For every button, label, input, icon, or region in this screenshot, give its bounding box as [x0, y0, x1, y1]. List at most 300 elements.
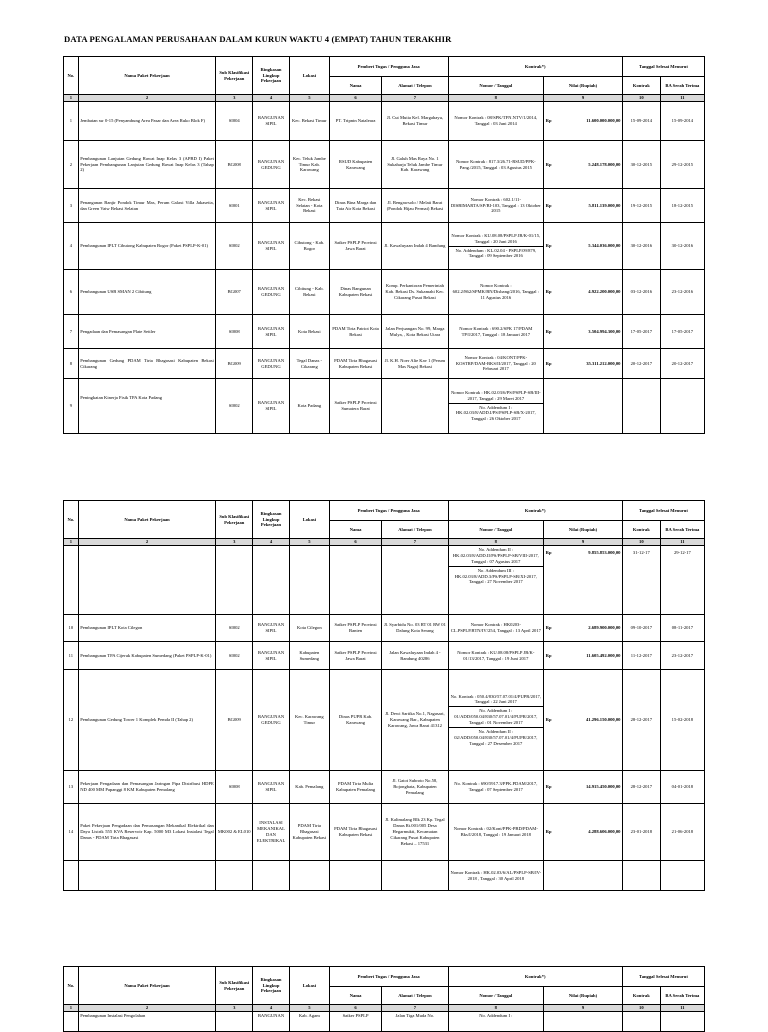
col-nama-paket: Nama Paket Pekerjaan	[78, 501, 216, 539]
col-alamat: Alamat / Telepon	[382, 77, 448, 95]
col-tanggal-selesai: Tanggal Selesai Menurut	[622, 501, 704, 521]
row-nomor-addendum: No. Addendum II : HK.02.03/8/ADD.II/PS/PSPLP-SB/VIII-2017, Tanggal : 07 Agustus 2017	[452, 547, 539, 564]
col-number: 5	[289, 1005, 329, 1012]
col-number: 9	[544, 95, 623, 102]
row-nomor: Nomor Kontrak : KU.08.08/PSPLP JB/K-01/13/2017, Tanggal : 19 Juni 2017	[448, 642, 544, 670]
row-lokasi: Kota Bekasi	[289, 315, 329, 349]
row-tgl-ba: 18-12-2015	[660, 189, 704, 223]
row-sub: SI004	[216, 102, 253, 141]
row-rp: Rp	[544, 771, 557, 804]
row-alamat: Jl. Bengawsolo / Melati Barat (Pondok Hijau Permai) Bekasi	[382, 189, 448, 223]
row-nama-paket: Pembangunan IPLT Cibutong Kabupaten Bogor (Paket PSPLP-K-01)	[78, 223, 216, 270]
table-row	[64, 546, 705, 615]
row-no: 3	[64, 189, 79, 223]
row-tgl-kontrak: 03-12-2016	[622, 270, 660, 315]
row-tgl-kontrak: 11-12-2017	[622, 642, 660, 670]
row-alamat: Jalan Perjuangan No. 99, Marga Mulya, , Kota Bekasi Utara	[382, 315, 448, 349]
col-no: No.	[64, 967, 79, 1005]
row-rp: Rp	[544, 189, 557, 223]
row-ringkasan: BANGUNAN	[253, 1012, 290, 1032]
row-tgl-ba	[660, 861, 704, 891]
row-lokasi: Kota Padang	[289, 379, 329, 434]
row-nomor-kontrak: Nomor Kontrak : KU.08.08/PSPLP JB/K-01/15, Tanggal : 20 Juni 2016	[451, 232, 541, 244]
row-nama-paket: Pembangunan USB SMAN 2 Cibitung	[78, 270, 216, 315]
row-rp: Rp	[544, 141, 557, 189]
row-tgl-ba: 30-12-2016	[660, 223, 704, 270]
row-alamat: Komp. Perkantoran Pemerintah Kab. Bekasi Ds. Sukamahi Kec. Cikarang Pusat Bekasi	[382, 270, 448, 315]
row-nomor	[448, 670, 544, 771]
col-number: 5	[289, 539, 329, 546]
row-nilai: 5.248.178.000,00	[556, 141, 622, 189]
row-pemberi: PT. Tripntn Nataleara	[329, 102, 382, 141]
row-nilai: 4.922.200.000,00	[556, 270, 622, 315]
row-pemberi: Satker PSPLP Provinsi Jawa Barat	[329, 223, 382, 270]
row-nama-paket: Pembangunan TPA Cijeruk Kabupaten Sumedang (Paket PSPLP-K-01)	[78, 642, 216, 670]
col-sub-klasifikasi: Sub Klasifikasi Pekerjaan	[216, 501, 253, 539]
col-number: 2	[78, 95, 216, 102]
row-sub: BG009	[216, 349, 253, 379]
col-nilai: Nilai (Rupiah)	[544, 987, 623, 1005]
row-nama-paket: Pembangunan Gedung PDAM Tirta Bhagasasi Kabupaten Bekasi Cikarang	[78, 349, 216, 379]
row-nomor: Nomor Kontrak : HK.02.03/6/AL/PSPLP-SB/IV-2018 , Tanggal : 30 April 2018	[448, 861, 544, 891]
row-tgl-kontrak: 15-09-2014	[622, 102, 660, 141]
row-nomor-addendum: No. Addendum II : 02/ADD/050.04/830/57.07.01/4/PUPR/2017, Tanggal : 27 Desember 2017	[449, 727, 544, 747]
row-lokasi: Kab. Agam	[289, 1012, 329, 1032]
col-number: 7	[382, 95, 448, 102]
row-rp: Rp	[544, 670, 557, 771]
col-tgl-kontrak: Kontrak	[622, 987, 660, 1005]
col-no: No.	[64, 501, 79, 539]
row-nomor	[448, 223, 544, 270]
row-nomor: Nomor Kontrak : 02/Kont/PPK-PBD/PDAM-Bks/I/2018, Tanggal : 19 Januari 2018	[448, 804, 544, 861]
row-rp: Rp	[544, 546, 557, 615]
row-rp: Rp	[544, 223, 557, 270]
row-pemberi: Dinas PUPR Kab. Karawang	[329, 670, 382, 771]
col-number: 6	[329, 95, 382, 102]
row-alamat	[382, 546, 448, 615]
col-nilai: Nilai (Rupiah)	[544, 77, 623, 95]
table-row	[64, 804, 705, 861]
row-lokasi: PDAM Tirta Bhagasasi Kabupaten Bekasi	[289, 804, 329, 861]
col-ba-serah: BA Serah Terima	[660, 987, 704, 1005]
row-no: 7	[64, 315, 79, 349]
row-nomor-addendum: No. Addendum I : HK.02.03/8/ADD.I/PS/PSPLP-SB/X-2017, Tanggal : 26 Oktober 2017	[449, 403, 544, 423]
column-number-row	[64, 95, 705, 102]
row-sub	[216, 546, 253, 615]
table-row	[64, 223, 705, 270]
col-ringkasan: Ringkasan Lingkup Pekerjaan	[253, 501, 290, 539]
row-tgl-ba	[660, 379, 704, 434]
row-no	[64, 861, 79, 891]
row-no: 8	[64, 349, 79, 379]
col-kontrak: Kontrak*)	[448, 967, 622, 987]
row-nilai: 5.811.139.000,00	[556, 189, 622, 223]
row-tgl-kontrak: 28-12-2017	[622, 670, 660, 771]
col-pemberi-tugas: Pemberi Tugas / Pengguna Jasa	[329, 57, 448, 77]
row-nilai: 35.311.212.000,00	[556, 349, 622, 379]
row-pemberi: PDAM Tirta Bhagasasi Kabupaten Bekasi	[329, 804, 382, 861]
row-nilai: 41.296.150.000,00	[556, 670, 622, 771]
row-sub	[216, 1012, 253, 1032]
row-alamat: Jl. Galuh Mas Raya No. 1 Sukaharja Teluk Jambe Timur Kab. Karawang	[382, 141, 448, 189]
row-nomor: No. Kontrak : 690/5917.3/PPK.PDAM/2017, Tanggal : 07 September 2017	[448, 771, 544, 804]
row-nomor-kontrak: Nomor Kontrak : HK.02.03/6/PS/PSPLP-SB/III-2017, Tanggal : 29 Maret 2017	[450, 389, 541, 401]
row-no: 13	[64, 771, 79, 804]
row-nama-paket: Penanganan Banjir Pondok Timur Mas, Perum Galaxi Villa Jakasetia, dan Green Vatw Bekasi Selatan	[78, 189, 216, 223]
row-rp: Rp	[544, 315, 557, 349]
col-nomor-tanggal: Nomor / Tanggal	[448, 521, 544, 539]
table-header	[64, 967, 705, 1012]
row-tgl-ba: 20-12-2017	[660, 349, 704, 379]
row-no: 2	[64, 141, 79, 189]
table-row	[64, 861, 705, 891]
row-ringkasan	[253, 546, 290, 615]
table-row	[64, 771, 705, 804]
row-lokasi	[289, 861, 329, 891]
row-tgl-ba: 04-01-2018	[660, 771, 704, 804]
row-sub: SI002	[216, 642, 253, 670]
row-no	[64, 546, 79, 615]
row-nomor	[448, 379, 544, 434]
row-pemberi: PDAM Tirta Mulia Kabupaten Pemalang	[329, 771, 382, 804]
row-tgl-kontrak: 31-12-17	[622, 546, 660, 615]
col-number: 2	[78, 539, 216, 546]
row-lokasi: Kec. Teluk Jambe Timur Kab. Karawang	[289, 141, 329, 189]
col-number: 4	[253, 539, 290, 546]
col-number: 3	[216, 539, 253, 546]
col-no: No.	[64, 57, 79, 95]
row-nomor: Nomor Kontrak : 602.2/862/SPMK/BN/Disbang/2016, Tanggal : 11 Agustus 2016	[448, 270, 544, 315]
col-kontrak: Kontrak*)	[448, 57, 622, 77]
row-tgl-ba: 15-09-2014	[660, 102, 704, 141]
row-alamat	[382, 861, 448, 891]
col-number: 8	[448, 95, 544, 102]
row-ringkasan: BANGUNAN SIPIL	[253, 642, 290, 670]
row-ringkasan: BANGUNAN GEDUNG	[253, 670, 290, 771]
col-number: 2	[78, 1005, 216, 1012]
row-nilai	[556, 379, 622, 434]
row-ringkasan: BANGUNAN SIPIL	[253, 379, 290, 434]
row-tgl-ba: 08-11-2017	[660, 615, 704, 642]
row-pemberi	[329, 546, 382, 615]
row-nama-paket: Pembangunan Instalasi Pengolahan	[78, 1012, 216, 1032]
col-number: 3	[216, 1005, 253, 1012]
row-tgl-ba: 29-12-2015	[660, 141, 704, 189]
row-lokasi: Kec. Karawang Timur	[289, 670, 329, 771]
row-tgl-kontrak: 19-12-2015	[622, 189, 660, 223]
col-lokasi: Lokasi	[289, 57, 329, 95]
row-rp	[544, 379, 557, 434]
col-number: 9	[544, 1005, 623, 1012]
row-nama-paket: Pembangunan Gedung Tower 1 Komplek Pemda II (Tahap 2)	[78, 670, 216, 771]
row-sub: SI008	[216, 771, 253, 804]
row-no: 6	[64, 270, 79, 315]
col-nama: Nama	[329, 987, 382, 1005]
row-lokasi	[289, 546, 329, 615]
row-rp: Rp	[544, 102, 557, 141]
row-ringkasan: BANGUNAN SIPIL	[253, 315, 290, 349]
row-rp: Rp	[544, 270, 557, 315]
row-nomor: Nomor Kontrak : 817.3/26.71-RSUD/PPK-Pang./2015, Tanggal : 03 Agustus 2015	[448, 141, 544, 189]
row-tgl-kontrak: 20-12-2017	[622, 349, 660, 379]
table-row	[64, 270, 705, 315]
row-nomor	[448, 546, 544, 615]
row-pemberi: Satker PSPLP Provinsi Jawa Barat	[329, 642, 382, 670]
col-number: 6	[329, 539, 382, 546]
row-sub: BG007	[216, 270, 253, 315]
col-pemberi-tugas: Pemberi Tugas / Pengguna Jasa	[329, 967, 448, 987]
row-nomor-kontrak: No. Kontrak : 050.4/830/57.07.01/4/PUPR/2017, Tanggal : 22 Juni 2017	[450, 693, 541, 705]
row-sub: BG009	[216, 670, 253, 771]
table-header	[64, 57, 705, 102]
row-ringkasan: BANGUNAN GEDUNG	[253, 270, 290, 315]
row-no: 1	[64, 102, 79, 141]
row-alamat	[382, 379, 448, 434]
row-lokasi: Kota Cilegon	[289, 615, 329, 642]
col-ringkasan: Ringkasan Lingkup Pekerjaan	[253, 967, 290, 1005]
column-number-row	[64, 539, 705, 546]
col-ba-serah: BA Serah Terima	[660, 77, 704, 95]
row-nomor: No. Addendum I :	[448, 1012, 544, 1032]
row-rp: Rp	[544, 642, 557, 670]
col-number: 7	[382, 1005, 448, 1012]
row-nilai: 4.288.606.000,00	[556, 804, 622, 861]
col-number: 8	[448, 539, 544, 546]
col-number: 1	[64, 539, 79, 546]
row-no: 9	[64, 379, 79, 434]
row-lokasi: Kec. Bekasi Timur	[289, 102, 329, 141]
table-header	[64, 501, 705, 546]
row-ringkasan: BANGUNAN GEDUNG	[253, 141, 290, 189]
col-number: 8	[448, 1005, 544, 1012]
col-nama: Nama	[329, 521, 382, 539]
row-nomor-addendum: No. Addendum I : 01/ADD/050.04/830/57.07.01/4/PUPR/2017, Tanggal : 01 November 2017	[449, 706, 544, 726]
table-row	[64, 349, 705, 379]
row-tgl-kontrak: 30-12-2015	[622, 141, 660, 189]
row-alamat: Jalan Kawaluyaan Indah 4 - Bandung 40286	[382, 642, 448, 670]
col-pemberi-tugas: Pemberi Tugas / Pengguna Jasa	[329, 501, 448, 521]
row-lokasi: Cibutong - Kab. Bogor	[289, 223, 329, 270]
row-sub	[216, 861, 253, 891]
row-tgl-kontrak: 23-01-2018	[622, 804, 660, 861]
col-ringkasan: Ringkasan Lingkup Pekerjaan	[253, 57, 290, 95]
row-nama-paket: Paket Pekerjaan Pengadaan dan Pemasangan Mekanikal Elektrikal dan Daya Listrik 555 KVA Reservoir Kap. 5000 M3 Lokasi Instalasi Tegal Danas - PDAM Tirta Bhagasasi	[78, 804, 216, 861]
col-sub-klasifikasi: Sub Klasifikasi Pekerjaan	[216, 57, 253, 95]
row-nomor: Nomor Kontrak : 08/SPK/TFN.NTV/1/2014, Tanggal : 03 Juni 2014	[448, 102, 544, 141]
col-ba-serah: BA Serah Terima	[660, 521, 704, 539]
col-number: 1	[64, 1005, 79, 1012]
row-nomor: Nomor Kontrak : 690.2/SPK 17/PDAM TP/I/2017, Tanggal : 18 Januari 2017	[448, 315, 544, 349]
row-ringkasan: BANGUNAN SIPIL	[253, 102, 290, 141]
row-nilai: 2.689.900.000,00	[556, 615, 622, 642]
row-nilai: 5.344.036.000,00	[556, 223, 622, 270]
col-number: 10	[622, 95, 660, 102]
row-sub: SI002	[216, 615, 253, 642]
row-no: 10	[64, 615, 79, 642]
row-tgl-ba: 15-02-2018	[660, 670, 704, 771]
row-nilai: 9.855.853.000,00	[556, 546, 622, 615]
col-sub-klasifikasi: Sub Klasifikasi Pekerjaan	[216, 967, 253, 1005]
column-number-row	[64, 1005, 705, 1012]
row-tgl-ba: 17-05-2017	[660, 315, 704, 349]
row-rp	[544, 1012, 557, 1032]
row-nomor: Nomor Kontrak : HK0203-CL.PSPLP.BTN/IV/254, Tanggal : 13 April 2017	[448, 615, 544, 642]
col-nilai: Nilai (Rupiah)	[544, 521, 623, 539]
row-tgl-kontrak: 30-12-2016	[622, 223, 660, 270]
row-tgl-kontrak	[622, 379, 660, 434]
row-nilai	[556, 1012, 622, 1032]
row-alamat: Jl. Kalimalang Blk 23 Kp. Tegal Danas Rt.001/005 Desa Hegarmukti, Kecamatan Cikarang Pusat Kabupaten Bekasi – 17531	[382, 804, 448, 861]
row-alamat: Jl. Gatot Subroto No.58, Bojongbata, Kabupaten Pemalang	[382, 771, 448, 804]
row-tgl-kontrak: 09-10-2017	[622, 615, 660, 642]
col-lokasi: Lokasi	[289, 967, 329, 1005]
table-row	[64, 379, 705, 434]
col-alamat: Alamat / Telepon	[382, 521, 448, 539]
row-ringkasan: BANGUNAN SIPIL	[253, 189, 290, 223]
col-tgl-kontrak: Kontrak	[622, 77, 660, 95]
col-tanggal-selesai: Tanggal Selesai Menurut	[622, 967, 704, 987]
col-nama-paket: Nama Paket Pekerjaan	[78, 57, 216, 95]
row-rp	[544, 861, 557, 891]
col-number: 6	[329, 1005, 382, 1012]
table-row	[64, 102, 705, 141]
experience-table-2	[63, 500, 705, 891]
row-pemberi: Satker PSPLP Provinsi Sumatera Barat	[329, 379, 382, 434]
row-ringkasan	[253, 861, 290, 891]
row-nomor-addendum: No. Addendum III : HK.02.03/8/ADD.3/PS/PSPLP-SB/XI-2017, Tanggal : 27 November 2017	[449, 566, 544, 586]
col-number: 4	[253, 1005, 290, 1012]
row-nilai: 14.915.450.000,00	[556, 771, 622, 804]
row-nilai: 3.504.994.300,00	[556, 315, 622, 349]
col-number: 11	[660, 95, 704, 102]
row-nama-paket: Pembangunan IPLT Kota Cilegon	[78, 615, 216, 642]
col-nomor-tanggal: Nomor / Tanggal	[448, 987, 544, 1005]
row-ringkasan: INSTALASI MEKANIKAL DAN ELEKTRIKAL	[253, 804, 290, 861]
row-nama-paket: Pembangunan Lanjutan Gedung Rawat Inap Kelas 3 (APBD I) Paket Pekerjaan Pembangunan Lanjutan Gedung Rawat Inap Kelas 3 (Tahap 2)	[78, 141, 216, 189]
row-pemberi: PDAM Tirta Patriot Kota Bekasi	[329, 315, 382, 349]
row-nama-paket: Jembatan ssr 0-15 (Penyambung Area Pasar dan Area Ruko Blok F)	[78, 102, 216, 141]
col-number: 7	[382, 539, 448, 546]
col-nomor-tanggal: Nomor / Tanggal	[448, 77, 544, 95]
col-number: 3	[216, 95, 253, 102]
row-tgl-kontrak: 17-05-2017	[622, 315, 660, 349]
table-row	[64, 315, 705, 349]
row-rp: Rp	[544, 349, 557, 379]
table-row	[64, 1012, 705, 1032]
row-pemberi: Satker PSPLP	[329, 1012, 382, 1032]
row-nomor-addendum: No. Addendum : KL.02.04 - PSPLP.09/879, Tanggal : 09 September 2016	[449, 246, 544, 260]
table-row	[64, 615, 705, 642]
row-alamat: Jl. Cut Mutia Kel. Margahayu, Bekasi Timur	[382, 102, 448, 141]
col-number: 4	[253, 95, 290, 102]
row-rp: Rp	[544, 615, 557, 642]
table-row	[64, 141, 705, 189]
row-tgl-ba: 23-12-2017	[660, 642, 704, 670]
row-sub: SI002	[216, 379, 253, 434]
row-alamat: Jl. Dewi Sartika No.1, Nagasari, Karawang Bar., Kabupaten Karawang, Jawa Barat 41312	[382, 670, 448, 771]
row-no	[64, 1012, 79, 1032]
row-no: 4	[64, 223, 79, 270]
row-tgl-ba: 23-12-2016	[660, 270, 704, 315]
row-ringkasan: BANGUNAN GEDUNG	[253, 349, 290, 379]
row-sub: SI008	[216, 315, 253, 349]
col-tanggal-selesai: Tanggal Selesai Menurut	[622, 57, 704, 77]
row-nomor: Nomor Kontrak : 04/KONT/PPK-KOSTRP/DAM-BKS/II/2017, Tanggal : 20 Februari 2017	[448, 349, 544, 379]
row-ringkasan: BANGUNAN SIPIL	[253, 615, 290, 642]
col-number: 9	[544, 539, 623, 546]
row-nama-paket	[78, 861, 216, 891]
col-number: 5	[289, 95, 329, 102]
row-alamat: Jl. K.H. Noer Alie Kav 1 (Perum Mas Naga) Bekasi	[382, 349, 448, 379]
row-pemberi: Dinas Bina Marga dan Tata Air Kota Bekasi	[329, 189, 382, 223]
row-alamat: Jl. Syarbidu No. 03 RT 01 RW 01 Dalung Kota Serang	[382, 615, 448, 642]
row-nilai: 11.605.492.000,00	[556, 642, 622, 670]
row-pemberi: Dinas Bangunan Kabupaten Bekasi	[329, 270, 382, 315]
col-alamat: Alamat / Telepon	[382, 987, 448, 1005]
col-number: 1	[64, 95, 79, 102]
row-sub: BG008	[216, 141, 253, 189]
row-tgl-kontrak: 28-12-2017	[622, 771, 660, 804]
col-number: 10	[622, 539, 660, 546]
row-alamat: Jl. Kawaluyaan Indah 4 Bandung	[382, 223, 448, 270]
row-lokasi: Kec. Bekasi Selatan - Kota Bekasi	[289, 189, 329, 223]
row-nama-paket: Peningkatan Kinerja Fisik TPA Kota Padang	[78, 379, 216, 434]
row-ringkasan: BANGUNAN SIPIL	[253, 223, 290, 270]
row-lokasi: Kab. Pemalang	[289, 771, 329, 804]
row-tgl-kontrak	[622, 861, 660, 891]
row-nomor: Nomor Kontrak : 602.1/11-DISBIMARTA/SP/BI-103, Tanggal : 13 Oktober 2015	[448, 189, 544, 223]
row-nama-paket: Pengadaan dan Pemasangan Plate Settler	[78, 315, 216, 349]
col-nama: Nama	[329, 77, 382, 95]
col-lokasi: Lokasi	[289, 501, 329, 539]
row-nilai	[556, 861, 622, 891]
row-lokasi: Cibitung - Kab. Bekasi	[289, 270, 329, 315]
row-pemberi	[329, 861, 382, 891]
row-pemberi: Satker PSPLP Provinsi Banten	[329, 615, 382, 642]
row-no: 14	[64, 804, 79, 861]
row-tgl-ba: 21-06-2018	[660, 804, 704, 861]
experience-table-1	[63, 56, 705, 434]
row-pemberi: RSUD Kabupaten Karawang	[329, 141, 382, 189]
page-title: DATA PENGALAMAN PERUSAHAAN DALAM KURUN WAKTU 4 (EMPAT) TAHUN TERAKHIR	[64, 34, 452, 44]
col-kontrak: Kontrak*)	[448, 501, 622, 521]
row-pemberi: PDAM Tirta Bhagasasi Kabupaten Bekasi	[329, 349, 382, 379]
col-nama-paket: Nama Paket Pekerjaan	[78, 967, 216, 1005]
row-tgl-ba	[660, 1012, 704, 1032]
col-number: 11	[660, 1005, 704, 1012]
table-row	[64, 642, 705, 670]
col-tgl-kontrak: Kontrak	[622, 521, 660, 539]
row-lokasi: Kabupaten Sumedang	[289, 642, 329, 670]
row-nama-paket: Pekerjaan Pengadaan dan Pemasangan Jaringan Pipa Distribusi HDPE ND 400 MM Papanggi 8 KM Kabupaten Pemalang	[78, 771, 216, 804]
table-row	[64, 670, 705, 771]
row-no: 12	[64, 670, 79, 771]
row-lokasi: Tegal Danas - Cikarang	[289, 349, 329, 379]
row-no: 11	[64, 642, 79, 670]
row-sub: SI002	[216, 223, 253, 270]
row-nilai: 11.600.000.000,00	[556, 102, 622, 141]
row-sub: MK002 & EL010	[216, 804, 253, 861]
row-ringkasan: BANGUNAN SIPIL	[253, 771, 290, 804]
row-sub: SI001	[216, 189, 253, 223]
row-alamat: Jalan Tiga Muda No.	[382, 1012, 448, 1032]
experience-table-3	[63, 966, 705, 1032]
row-rp: Rp	[544, 804, 557, 861]
col-number: 11	[660, 539, 704, 546]
table-row	[64, 189, 705, 223]
row-nama-paket	[78, 546, 216, 615]
row-tgl-ba: 29-12-17	[660, 546, 704, 615]
